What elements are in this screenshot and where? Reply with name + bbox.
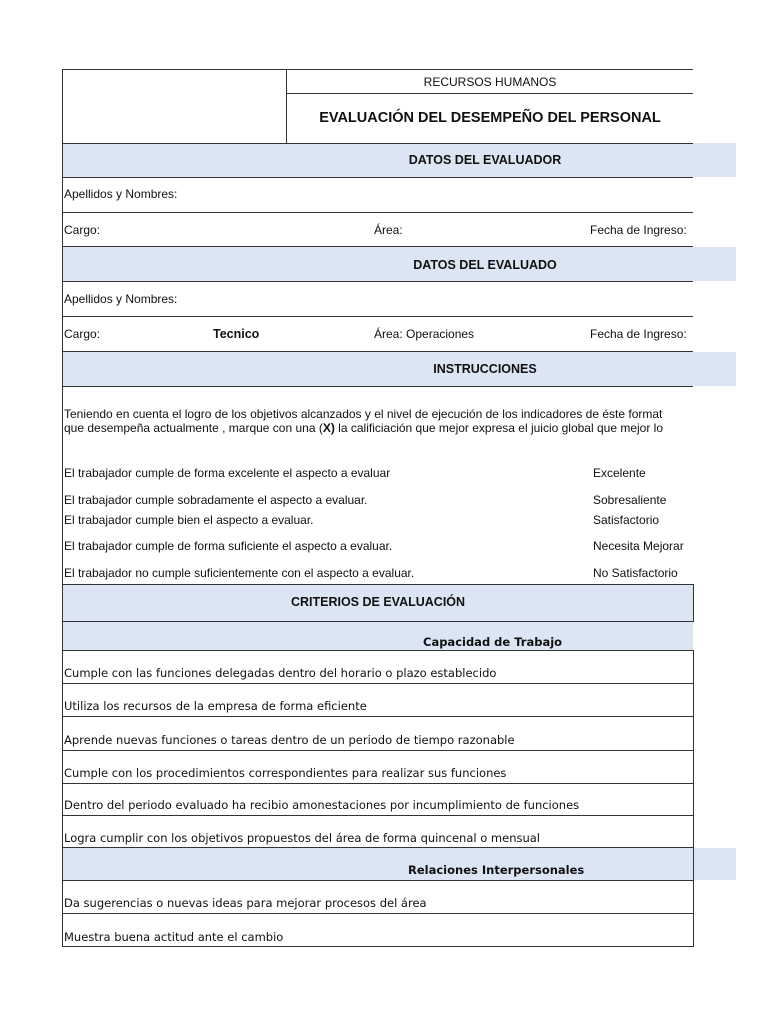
criteria-right-border [693,650,694,947]
instrucciones-section-title: INSTRUCCIONES [433,362,537,376]
scale-rating: Necesita Mejorar [593,539,684,553]
divider [62,386,693,387]
scale-desc: El trabajador cumple sobradamente el aspecto a evaluar. [64,493,368,507]
divider [62,177,693,178]
criterion-item: Aprende nuevas funciones o tareas dentro de un periodo de tiempo razonable [64,733,515,747]
criterion-item: Da sugerencias o nuevas ideas para mejorar procesos del área [64,896,427,910]
relaciones-title: Relaciones Interpersonales [408,863,585,877]
evaluador-fecha-label: Fecha de Ingreso: [590,223,687,237]
divider [62,584,693,585]
relaciones-header-band [62,848,736,880]
criterion-item: Muestra buena actitud ante el cambio [64,930,284,944]
capacidad-title: Capacidad de Trabajo [423,635,563,649]
divider [62,716,693,717]
evaluado-fecha-label: Fecha de Ingreso: [590,327,687,341]
instructions-line-2 [64,421,694,435]
evaluador-area-label: Área: [374,223,403,237]
divider [62,316,693,317]
evaluado-name-label: Apellidos y Nombres: [64,292,178,306]
instructions-line-2-post: la calificiación que mejor expresa el juicio global que mejor lo [334,421,664,435]
divider [62,815,693,816]
instructions-line-1: Teniendo en cuenta el logro de los objetivos alcanzados y el nivel de ejecución de los indicadores de éste format [64,407,663,421]
scale-rating: No Satisfactorio [593,566,678,580]
evaluado-area-label: Área: Operaciones [374,327,475,341]
scale-desc: El trabajador cumple de forma excelente el aspecto a evaluar [64,466,391,480]
divider [62,650,693,651]
evaluador-name-label: Apellidos y Nombres: [64,187,178,201]
header-mid-border [286,93,693,94]
scale-desc: El trabajador cumple bien el aspecto a evaluar. [64,513,314,527]
page-title: EVALUACIÓN DEL DESEMPEÑO DEL PERSONAL [319,110,661,126]
evaluado-cargo-label: Cargo: [64,327,101,341]
divider [62,281,693,282]
department-label: RECURSOS HUMANOS [423,75,557,89]
divider [62,212,693,213]
divider [62,683,693,684]
instructions-mark-x: X) [322,421,335,435]
scale-rating: Sobresaliente [593,493,667,507]
divider [62,783,693,784]
criterios-section-title: CRITERIOS DE EVALUACIÓN [290,595,466,609]
divider [62,880,693,881]
criterion-item: Logra cumplir con los objetivos propuestos del área de forma quincenal o mensual [64,831,541,845]
scale-desc: El trabajador cumple de forma suficiente el aspecto a evaluar. [64,539,393,553]
divider [62,143,693,144]
criterion-item: Cumple con las funciones delegadas dentro del horario o plazo establecido [64,666,497,680]
criterion-item: Cumple con los procedimientos correspondientes para realizar sus funciones [64,766,507,780]
table-left-border [62,69,63,947]
divider [62,913,693,914]
instructions-line-2-pre: que desempeña actualmente , marque con una ( [64,421,323,435]
header-top-border [62,69,693,70]
evaluado-cargo-value: Tecnico [213,327,260,341]
capacidad-header-band [62,622,693,650]
divider [693,584,694,622]
scale-rating: Satisfactorio [593,513,660,527]
divider [62,946,693,947]
scale-rating: Excelente [593,466,646,480]
criterion-item: Utiliza los recursos de la empresa de forma eficiente [64,699,367,713]
evaluado-section-title: DATOS DEL EVALUADO [413,258,557,272]
evaluador-cargo-label: Cargo: [64,223,101,237]
scale-desc: El trabajador no cumple suficientemente con el aspecto a evaluar. [64,566,415,580]
criterion-item: Dentro del periodo evaluado ha recibio amonestaciones por incumplimiento de funciones [64,798,580,812]
evaluador-section-title: DATOS DEL EVALUADOR [408,153,562,167]
divider [62,750,693,751]
